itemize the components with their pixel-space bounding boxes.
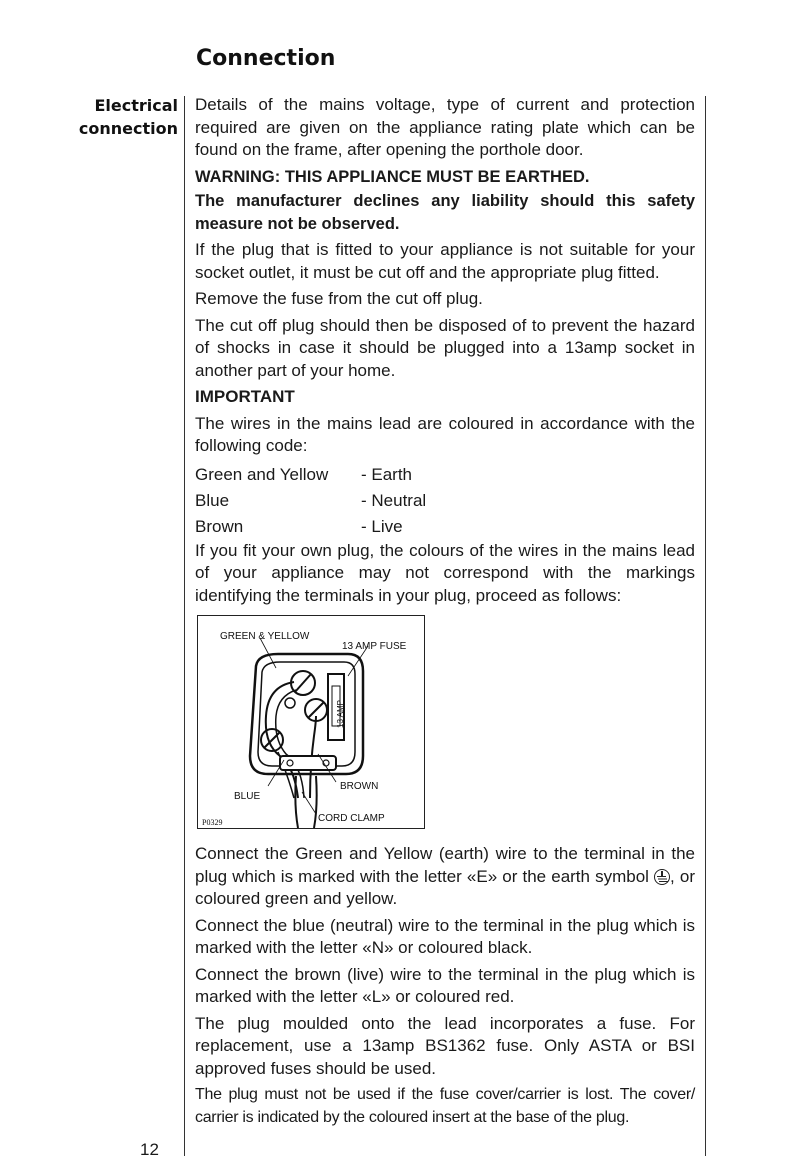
- page-number: 12: [140, 1140, 159, 1159]
- section-heading-line2: connection: [78, 119, 178, 138]
- label-green-yellow: GREEN & YELLOW: [220, 631, 310, 642]
- wire-role: - Neutral: [361, 490, 427, 510]
- wire-colour: Green and Yellow: [195, 464, 329, 484]
- paragraph-wire-colours: The wires in the mains lead are coloured in accordance with the following code:: [195, 413, 695, 455]
- wire-code-row: [195, 488, 695, 514]
- label-13-amp-fuse: 13 AMP FUSE: [342, 641, 407, 652]
- warning-earthed: WARNING: THIS APPLIANCE MUST BE EARTHED.: [195, 167, 590, 186]
- paragraph-fuse: The plug moulded onto the lead incorporates a fuse. For replacement, use a 13amp BS1362 fuse. Only ASTA or BSI approved fuses should be used.: [195, 1013, 695, 1078]
- label-brown: BROWN: [340, 781, 379, 792]
- paragraph-remove-fuse: Remove the fuse from the cut off plug.: [195, 289, 483, 308]
- wire-role: - Live: [361, 516, 403, 536]
- label-cord-clamp: CORD CLAMP: [318, 813, 385, 824]
- paragraph-rating-plate: Details of the mains voltage, type of current and protection required are given on the appliance rating plate which can be found on the frame, after opening the porthole door.: [195, 95, 695, 159]
- important-heading: IMPORTANT: [195, 387, 295, 406]
- paragraph-brown-wire: Connect the brown (live) wire to the terminal in the plug which is marked with the letter «L» or coloured red.: [195, 964, 695, 1006]
- label-fuse-body: 13 AMP: [336, 699, 345, 728]
- warning-liability: The manufacturer declines any liability should this safety measure not be observed.: [195, 192, 695, 233]
- wire-code-row: [195, 462, 695, 488]
- paragraph-earth-wire: [195, 843, 695, 911]
- paragraph-dispose: The cut off plug should then be disposed of to prevent the hazard of shocks in case it should be plugged into a 13amp socket in another part of your home.: [195, 315, 695, 380]
- page-title: Connection: [196, 46, 336, 71]
- section-heading-line1: Electrical: [94, 96, 178, 115]
- wire-code-table: [195, 462, 695, 540]
- earth-wire-text-end: , or coloured green and yellow.: [195, 866, 695, 908]
- right-rule: [705, 96, 706, 1156]
- paragraph-own-plug: If you fit your own plug, the colours of the wires in the mains lead of your appliance may not correspond with the markings identifying the terminals in your plug, proceed as follows:: [195, 540, 695, 605]
- section-heading: [79, 94, 178, 140]
- figure-code: P0329: [202, 818, 223, 827]
- wire-colour: Blue: [195, 490, 230, 510]
- left-rule: [184, 96, 185, 1156]
- paragraph-fuse-cover: The plug must not be used if the fuse cover/carrier is lost. The cover/ carrier is indicated by the coloured insert at the base of the plug.: [195, 1086, 695, 1126]
- earth-wire-text: Connect the Green and Yellow (earth) wire to the terminal in the plug which is marked with the letter «E» or the earth symbol: [195, 844, 695, 886]
- wire-role: - Earth: [361, 464, 413, 484]
- earth-symbol-icon: [654, 869, 670, 885]
- wire-colour: Brown: [195, 516, 244, 536]
- plug-wiring-diagram: [197, 615, 425, 829]
- main-column: [195, 94, 695, 1133]
- wire-code-row: [195, 514, 695, 540]
- label-blue: BLUE: [234, 791, 261, 802]
- paragraph-blue-wire: Connect the blue (neutral) wire to the terminal in the plug which is marked with the letter «N» or coloured black.: [195, 915, 695, 957]
- paragraph-plug-unsuitable: If the plug that is fitted to your appliance is not suitable for your socket outlet, it must be cut off and the appropriate plug fitted.: [195, 240, 695, 282]
